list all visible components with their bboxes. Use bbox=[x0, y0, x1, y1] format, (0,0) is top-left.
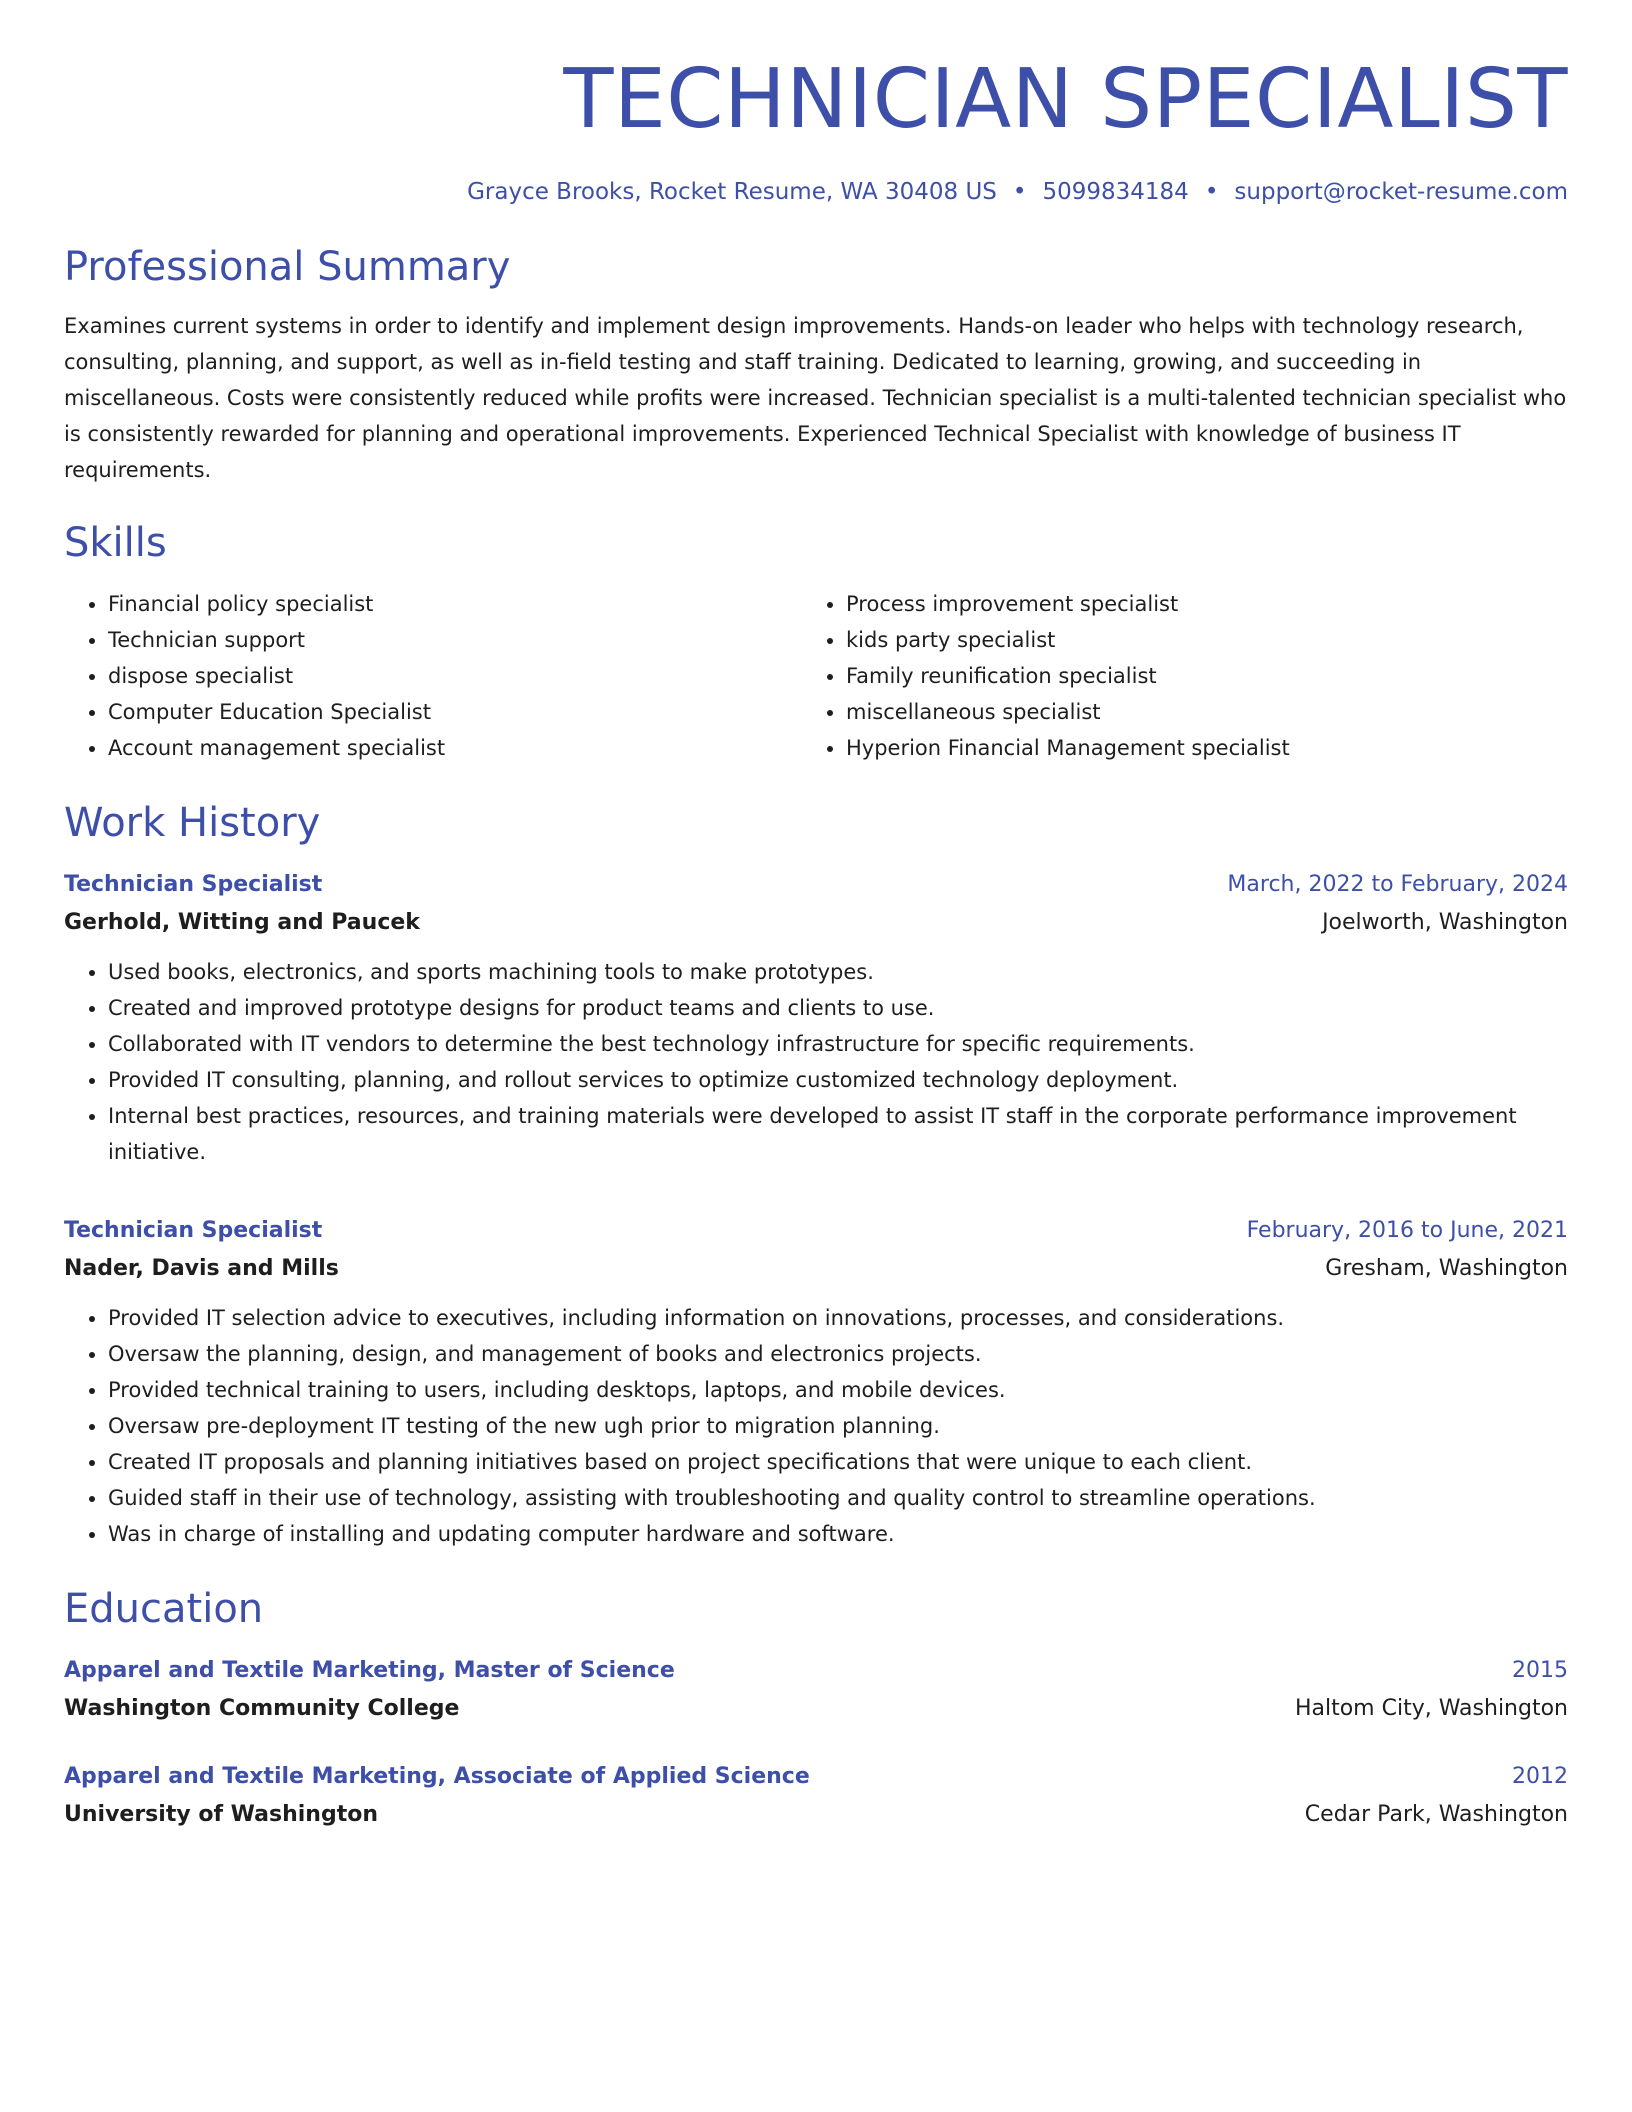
skills-section bbox=[64, 518, 1568, 766]
education-school-row bbox=[64, 1796, 1568, 1834]
education-location: Haltom City, Washington bbox=[1294, 1696, 1568, 1721]
education-year: 2012 bbox=[1512, 1764, 1568, 1789]
summary-text: Examines current systems in order to identify and implement design improvements. Hands-on leader who helps with technology research, consulting, planning, and support, as well as in-field testing and staff training. Dedicated to learning, growing, and succeeding in miscellaneous. Costs were consistently reduced while profits were increased. Technician specialist is a multi-talented technician specialist who is consistently rewarded for planning and operational improvements. Experienced Technical Specialist with knowledge of business IT requirements. bbox=[64, 314, 1567, 482]
skill-item: • Hyperion Financial Management specialist bbox=[846, 730, 1540, 766]
job-bullet: • Collaborated with IT vendors to determine the best technology infrastructure for specific requirements. bbox=[108, 1026, 1568, 1062]
job-bullet: • Provided IT selection advice to executives, including information on innovations, processes, and considerations. bbox=[108, 1300, 1568, 1336]
work-history-heading: Work History bbox=[64, 800, 321, 846]
job-bullet: • Oversaw the planning, design, and management of books and electronics projects. bbox=[108, 1336, 1568, 1372]
contact-email: support@rocket-resume.com bbox=[1234, 179, 1568, 205]
job-bullet: • Internal best practices, resources, and training materials were developed to assist IT staff in the corporate performance improvement initiative. bbox=[108, 1098, 1568, 1170]
job-bullets bbox=[64, 1300, 1568, 1552]
skill-item: • Technician support bbox=[108, 622, 802, 658]
contact-separator: • bbox=[1204, 179, 1219, 205]
job-entry bbox=[64, 1212, 1568, 1552]
education-section bbox=[64, 1584, 1568, 1834]
education-degree-row bbox=[64, 1758, 1568, 1796]
education-entry bbox=[64, 1652, 1568, 1728]
job-employer: Nader, Davis and Mills bbox=[64, 1256, 339, 1281]
skill-item: • Computer Education Specialist bbox=[108, 694, 802, 730]
education-location: Cedar Park, Washington bbox=[1304, 1802, 1568, 1827]
job-dates: March, 2022 to February, 2024 bbox=[1227, 872, 1568, 897]
job-entry bbox=[64, 866, 1568, 1170]
skills-heading: Skills bbox=[64, 520, 167, 566]
education-degree: Apparel and Textile Marketing, Associate of Applied Science bbox=[64, 1764, 810, 1789]
job-location: Joelworth, Washington bbox=[1322, 910, 1568, 935]
education-school: University of Washington bbox=[64, 1802, 379, 1827]
skill-item: • Account management specialist bbox=[108, 730, 802, 766]
skill-item: • miscellaneous specialist bbox=[846, 694, 1540, 730]
education-degree-row bbox=[64, 1652, 1568, 1690]
job-title-row bbox=[64, 866, 1568, 904]
work-history-section bbox=[64, 798, 1568, 1552]
education-degree: Apparel and Textile Marketing, Master of Science bbox=[64, 1658, 675, 1683]
education-entry bbox=[64, 1758, 1568, 1834]
skills-grid bbox=[64, 586, 1568, 766]
contact-line bbox=[64, 176, 1568, 208]
skills-column-left bbox=[64, 586, 802, 766]
education-heading: Education bbox=[64, 1586, 264, 1632]
contact-separator: • bbox=[1012, 179, 1027, 205]
job-bullet: • Provided technical training to users, including desktops, laptops, and mobile devices. bbox=[108, 1372, 1568, 1408]
job-employer: Gerhold, Witting and Paucek bbox=[64, 910, 420, 935]
job-bullet: • Oversaw pre-deployment IT testing of the new ugh prior to migration planning. bbox=[108, 1408, 1568, 1444]
summary-heading: Professional Summary bbox=[64, 244, 511, 290]
contact-phone: 5099834184 bbox=[1042, 179, 1189, 205]
education-school: Washington Community College bbox=[64, 1696, 460, 1721]
skill-item: • Process improvement specialist bbox=[846, 586, 1540, 622]
job-role: Technician Specialist bbox=[64, 1218, 323, 1243]
job-bullets bbox=[64, 954, 1568, 1170]
job-bullet: • Created and improved prototype designs for product teams and clients to use. bbox=[108, 990, 1568, 1026]
contact-address: Grayce Brooks, Rocket Resume, WA 30408 US bbox=[467, 179, 997, 205]
job-bullet: • Guided staff in their use of technology, assisting with troubleshooting and quality control to streamline operations. bbox=[108, 1480, 1568, 1516]
job-role: Technician Specialist bbox=[64, 872, 323, 897]
education-year: 2015 bbox=[1512, 1658, 1568, 1683]
skill-item: • dispose specialist bbox=[108, 658, 802, 694]
skills-column-right bbox=[802, 586, 1540, 766]
job-title-row bbox=[64, 1212, 1568, 1250]
skill-item: • Financial policy specialist bbox=[108, 586, 802, 622]
summary-section bbox=[64, 242, 1568, 488]
job-bullet: • Created IT proposals and planning initiatives based on project specifications that were unique to each client. bbox=[108, 1444, 1568, 1480]
job-bullet: • Used books, electronics, and sports machining tools to make prototypes. bbox=[108, 954, 1568, 990]
job-bullet: • Provided IT consulting, planning, and rollout services to optimize customized technology deployment. bbox=[108, 1062, 1568, 1098]
resume-title: TECHNICIAN SPECIALIST bbox=[563, 52, 1568, 147]
job-location: Gresham, Washington bbox=[1325, 1256, 1568, 1281]
resume-header bbox=[64, 52, 1568, 208]
job-employer-row bbox=[64, 904, 1568, 942]
education-school-row bbox=[64, 1690, 1568, 1728]
job-bullet: • Was in charge of installing and updating computer hardware and software. bbox=[108, 1516, 1568, 1552]
job-dates: February, 2016 to June, 2021 bbox=[1246, 1218, 1568, 1243]
skill-item: • kids party specialist bbox=[846, 622, 1540, 658]
job-employer-row bbox=[64, 1250, 1568, 1288]
skill-item: • Family reunification specialist bbox=[846, 658, 1540, 694]
